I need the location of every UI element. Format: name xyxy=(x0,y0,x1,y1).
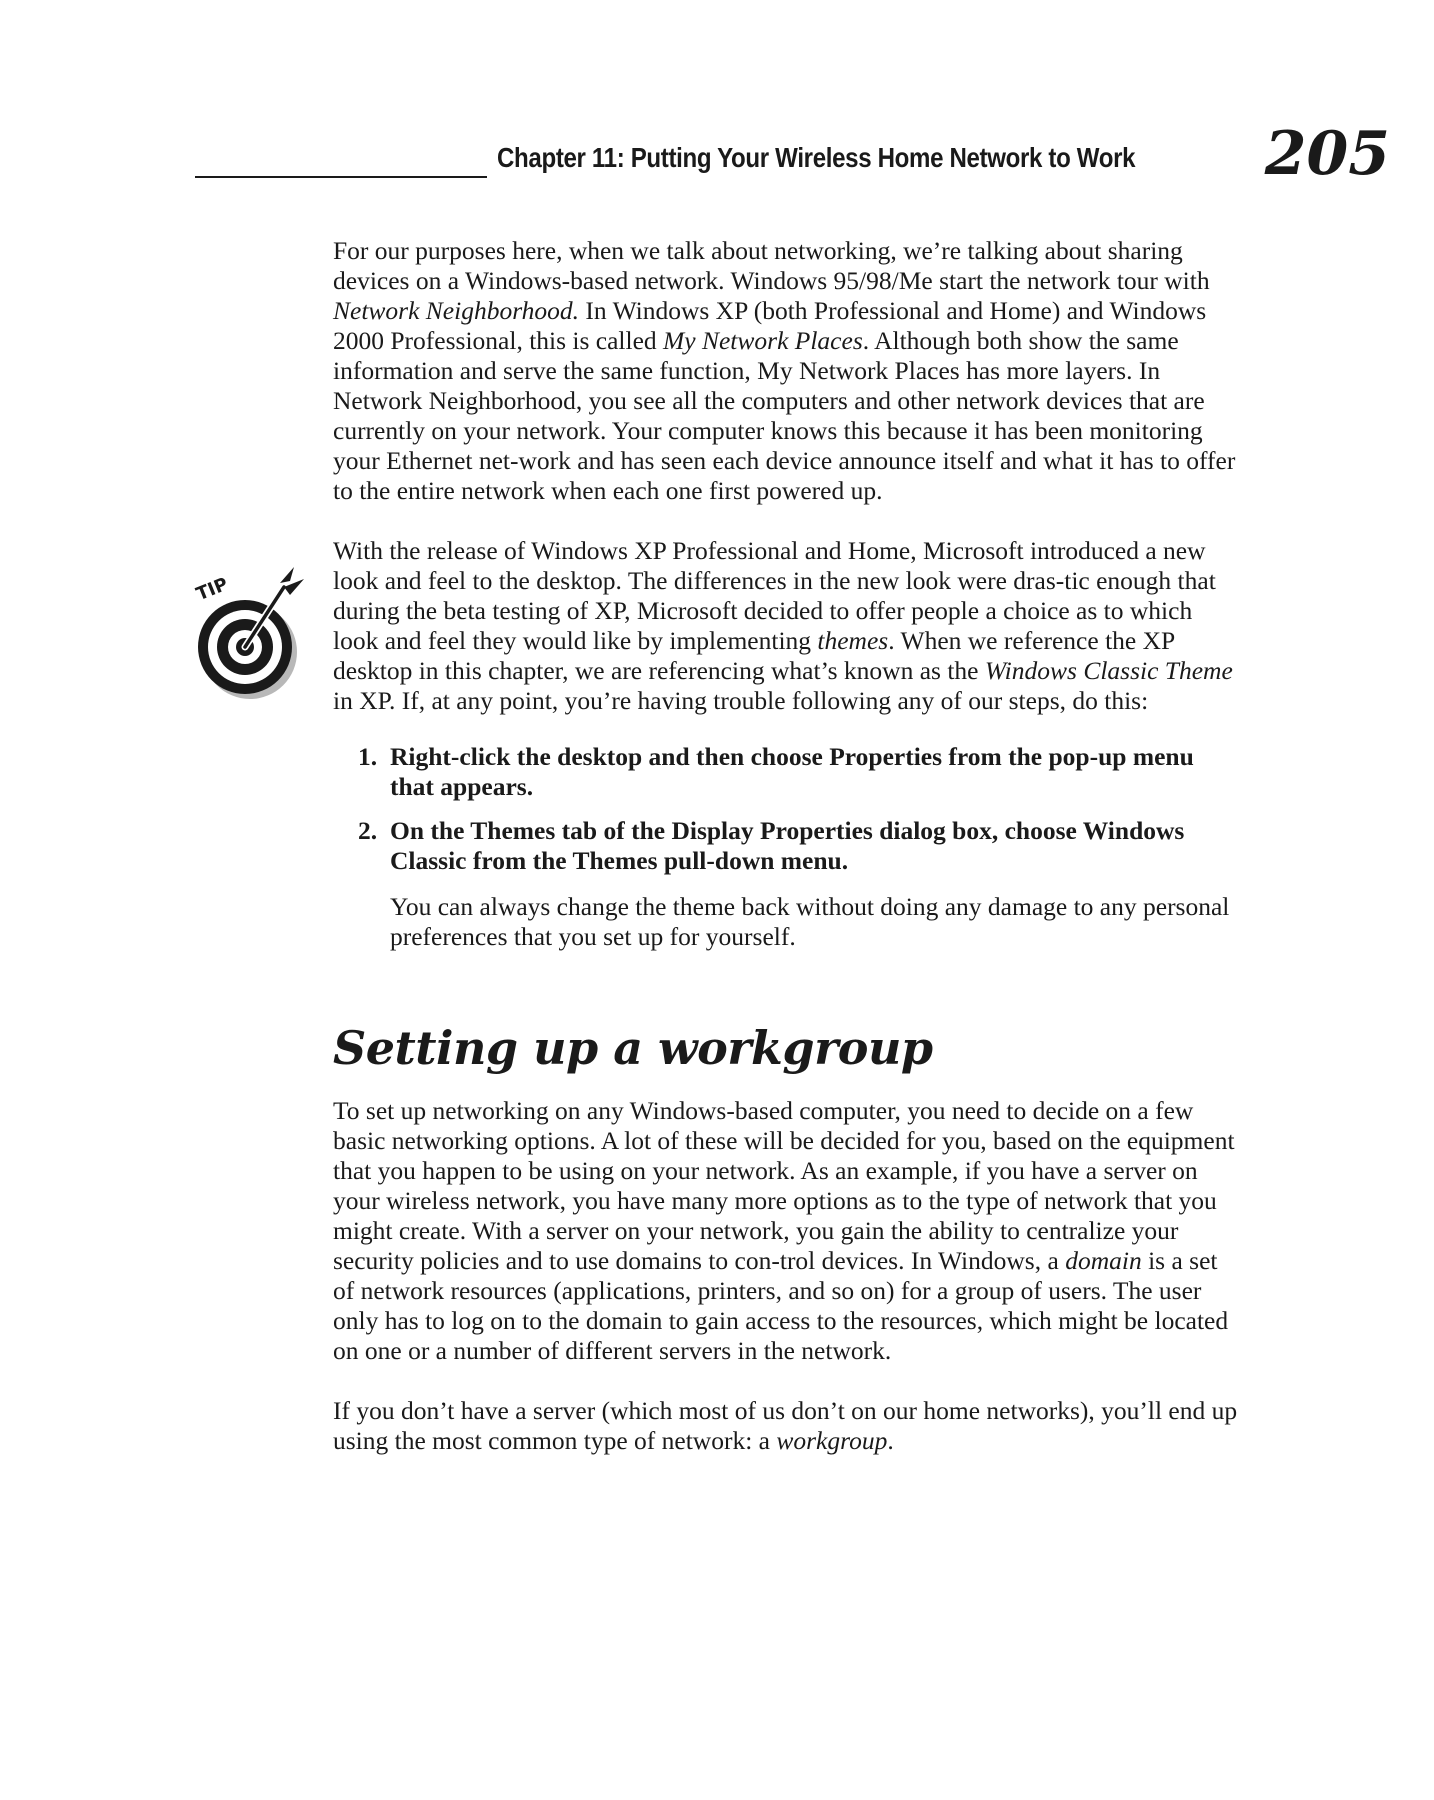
text-run: If you don’t have a server (which most of us don’t on our home networks), you’ll end up using the most common type of network: a xyxy=(333,1396,1238,1455)
text-run: . When we reference the XP desktop in this chapter, we are referencing what’s known as the xyxy=(333,626,1175,685)
text-run: is a set of network resources (applications, printers, and so on) for a group of users. The user only has to log on to the domain to gain access to the resources, which might be located on one or a number of different servers in the network. xyxy=(333,1246,1229,1365)
italic-term: My Network Places xyxy=(663,326,863,355)
text-run: To set up networking on any Windows-based computer, you need to decide on a few basic networking options. A lot of these will be decided for you, based on the equipment that you happen to be using on your network. As an example, if you have a server on your wireless network, you have many more options as to the type of network that you might create. With a server on your network, you gain the ability to centralize your security policies and to use domains to con-trol devices. In Windows, a xyxy=(333,1096,1235,1275)
running-header xyxy=(195,119,1390,190)
tip-icon xyxy=(192,565,310,705)
page-number: 205 xyxy=(1264,119,1390,189)
text-run: In Windows XP (both Professional and Home) and Windows 2000 Professional, this is called xyxy=(333,296,1207,355)
steps-list xyxy=(333,742,1243,876)
italic-term: Windows Classic Theme xyxy=(984,656,1233,685)
step-item xyxy=(333,742,1243,802)
italic-term: themes xyxy=(817,626,889,655)
step-number: 2. xyxy=(358,816,378,845)
text-run: With the release of Windows XP Professional and Home, Microsoft introduced a new look and feel to the desktop. The differences in the new look were dras-tic enough that during the beta testing of XP, Microsoft decided to offer people a choice as to which look and feel they would like by implementing xyxy=(333,536,1216,655)
italic-term: workgroup xyxy=(776,1426,888,1455)
paragraph-workgroup-setup xyxy=(333,1096,1243,1366)
page-body xyxy=(333,236,1243,1486)
text-run: For our purposes here, when we talk about networking, we’re talking about sharing devices on a Windows-based network. Windows 95/98/Me start the network tour with xyxy=(333,236,1210,295)
step-text: On the Themes tab of the Display Properties dialog box, choose Windows Classic from the Themes pull-down menu. xyxy=(390,816,1185,875)
paragraph-network-neighborhood xyxy=(333,236,1243,506)
text-run: . Although both show the same information and serve the same function, My Network Places has more layers. In Network Neighborhood, you see all the computers and other network devices that are currently on your network. Your computer knows this because it has been monitoring your Ethernet net-work and has seen each device announce itself and what it has to offer to the entire network when each one first powered up. xyxy=(333,326,1236,505)
paragraph-workgroup-definition xyxy=(333,1396,1243,1456)
step-item xyxy=(333,816,1243,876)
italic-term: domain xyxy=(1065,1246,1142,1275)
tip-label: TIP xyxy=(193,573,232,606)
step-number: 1. xyxy=(358,742,378,771)
text-run: in XP. If, at any point, you’re having trouble following any of our steps, do this: xyxy=(333,686,1149,715)
text-run: . xyxy=(887,1426,894,1455)
chapter-title: Chapter 11: Putting Your Wireless Home Network to Work xyxy=(497,142,1136,173)
tip-paragraph xyxy=(333,536,1243,716)
header-rule xyxy=(195,176,487,178)
section-heading: Setting up a workgroup xyxy=(333,1021,933,1075)
step-note: You can always change the theme back without doing any damage to any personal preferences that you set up for yourself. xyxy=(390,892,1230,951)
italic-term: Network Neighborhood. xyxy=(333,296,580,325)
step-text: Right-click the desktop and then choose Properties from the pop-up menu that appears. xyxy=(390,742,1194,801)
